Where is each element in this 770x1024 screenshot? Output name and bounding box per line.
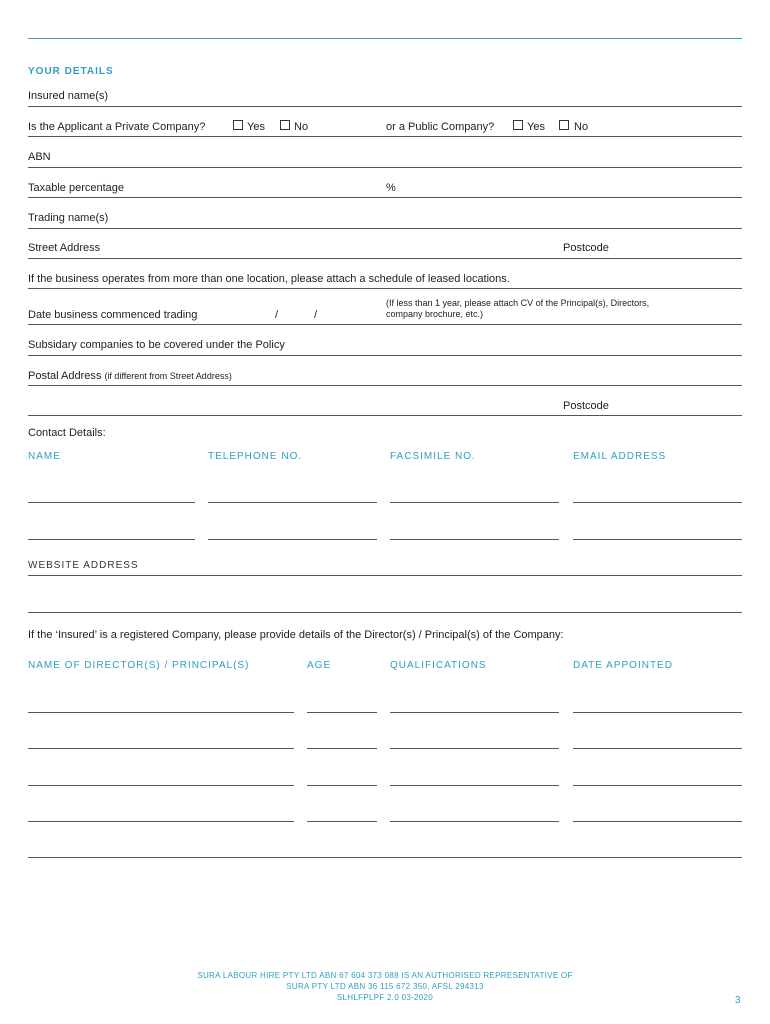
contact-telephone-field[interactable] (208, 539, 377, 540)
private-no-label: No (294, 121, 309, 133)
director-header-name: NAME OF DIRECTOR(S) / PRINCIPAL(S) (28, 660, 250, 671)
date-commenced-label: Date business commenced trading (28, 309, 198, 321)
postal-address-field-2[interactable] (28, 415, 742, 416)
private-yes-label: Yes (247, 121, 265, 133)
percent-sign: % (386, 182, 396, 194)
contact-name-field[interactable] (28, 502, 195, 503)
insured-names-label: Insured name(s) (28, 90, 109, 102)
director-age-field[interactable] (307, 785, 377, 786)
director-header-date-appointed: DATE APPOINTED (573, 660, 673, 671)
director-age-field[interactable] (307, 748, 377, 749)
insured-names-field[interactable] (28, 106, 742, 107)
contact-name-field[interactable] (28, 539, 195, 540)
contact-email-field[interactable] (573, 502, 742, 503)
footer (170, 970, 600, 1003)
website-label: WEBSITE ADDRESS (28, 560, 139, 571)
directors-bottom-rule (28, 857, 742, 858)
public-no-label: No (574, 121, 589, 133)
director-qualifications-field[interactable] (390, 821, 559, 822)
footer-line3: SLHLFPLPF 2.0 03-2020 (336, 993, 434, 1002)
trading-names-label: Trading name(s) (28, 212, 109, 224)
contact-telephone-field[interactable] (208, 502, 377, 503)
date-note-line1: (If less than 1 year, please attach CV of the Principal(s), Directors, (386, 298, 650, 308)
private-company-label: Is the Applicant a Private Company? (28, 121, 206, 133)
website-rule (28, 575, 742, 576)
private-no-checkbox[interactable] (280, 120, 290, 130)
contact-facsimile-field[interactable] (390, 502, 559, 503)
contact-details-label: Contact Details: (28, 427, 106, 439)
private-yes-checkbox[interactable] (233, 120, 243, 130)
website-field[interactable] (28, 612, 742, 613)
director-date-field[interactable] (573, 748, 742, 749)
abn-label: ABN (28, 151, 51, 163)
postal-address-note: (if different from Street Address) (104, 371, 232, 381)
public-no-checkbox[interactable] (559, 120, 569, 130)
trading-names-field[interactable] (28, 228, 742, 229)
subsidiary-field[interactable] (28, 355, 742, 356)
public-yes-checkbox[interactable] (513, 120, 523, 130)
director-date-field[interactable] (573, 785, 742, 786)
postal-address-label (28, 370, 232, 383)
date-slash-1: / (275, 309, 279, 321)
date-note-line2: company brochure, etc.) (386, 309, 484, 319)
director-name-field[interactable] (28, 748, 294, 749)
director-date-field[interactable] (573, 712, 742, 713)
taxable-percentage-field[interactable] (28, 197, 742, 198)
multiple-locations-note: If the business operates from more than one location, please attach a schedule of leased locations. (28, 273, 510, 285)
director-header-age: AGE (307, 660, 332, 671)
top-divider (28, 38, 742, 39)
multiple-locations-rule (28, 288, 742, 289)
contact-header-facsimile: FACSIMILE NO. (390, 451, 476, 462)
footer-line2: SURA PTY LTD ABN 36 115 672 350, AFSL 294313 (286, 982, 484, 991)
director-qualifications-field[interactable] (390, 785, 559, 786)
director-name-field[interactable] (28, 785, 294, 786)
public-company-label: or a Public Company? (386, 121, 495, 133)
director-header-qualifications: QUALIFICATIONS (390, 660, 487, 671)
street-address-field[interactable] (28, 258, 742, 259)
company-type-rule (28, 136, 742, 137)
page-number: 3 (735, 995, 741, 1006)
footer-line1: SURA LABOUR HIRE PTY LTD ABN 67 604 373 088 IS AN AUTHORISED REPRESENTATIVE OF (197, 971, 573, 980)
director-name-field[interactable] (28, 712, 294, 713)
public-yes-label: Yes (527, 121, 545, 133)
subsidiary-label: Subsidary companies to be covered under the Policy (28, 339, 285, 351)
contact-facsimile-field[interactable] (390, 539, 559, 540)
postal-address-text: Postal Address (28, 370, 102, 382)
street-address-label: Street Address (28, 242, 101, 254)
director-age-field[interactable] (307, 821, 377, 822)
contact-header-name: NAME (28, 451, 61, 462)
director-qualifications-field[interactable] (390, 748, 559, 749)
contact-email-field[interactable] (573, 539, 742, 540)
contact-header-email: EMAIL ADDRESS (573, 451, 667, 462)
section-title: YOUR DETAILS (28, 66, 114, 77)
abn-field[interactable] (28, 167, 742, 168)
director-qualifications-field[interactable] (390, 712, 559, 713)
contact-header-telephone: TELEPHONE NO. (208, 451, 303, 462)
postal-postcode-label: Postcode (563, 400, 609, 412)
director-age-field[interactable] (307, 712, 377, 713)
director-name-field[interactable] (28, 821, 294, 822)
street-postcode-label: Postcode (563, 242, 609, 254)
taxable-percentage-label: Taxable percentage (28, 182, 125, 194)
directors-intro: If the ‘Insured’ is a registered Company, please provide details of the Director(s) / Principal(s) of the Company: (28, 629, 564, 641)
date-commenced-field[interactable] (28, 324, 742, 325)
date-slash-2: / (314, 309, 318, 321)
director-date-field[interactable] (573, 821, 742, 822)
postal-address-field[interactable] (28, 385, 742, 386)
